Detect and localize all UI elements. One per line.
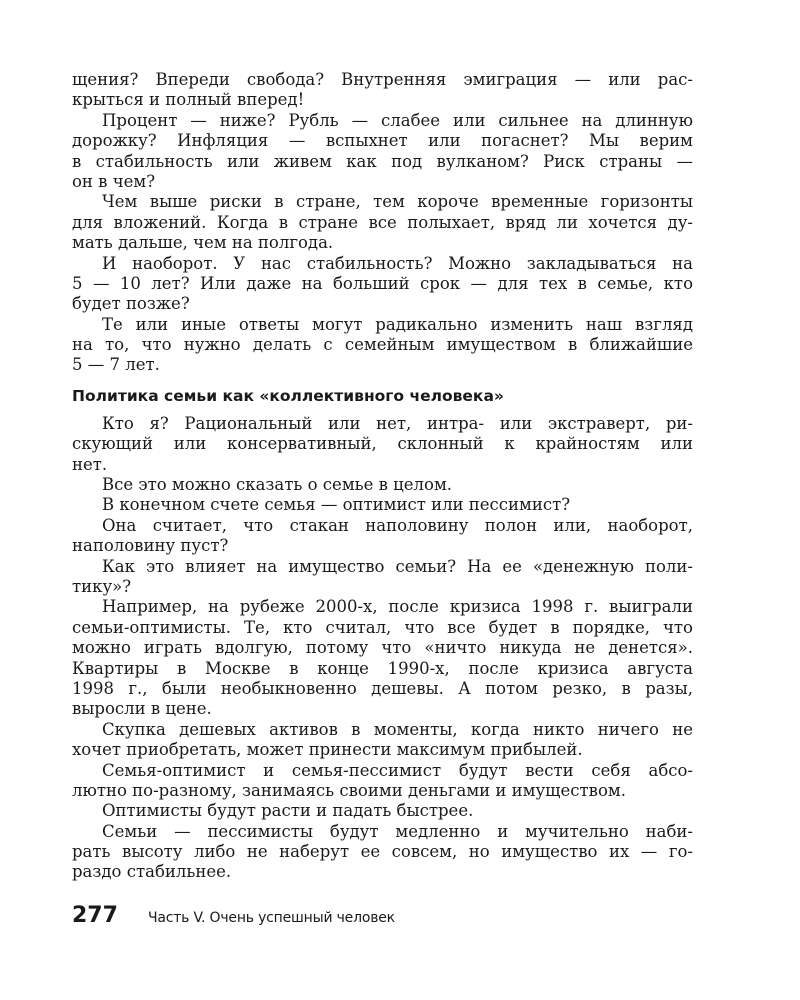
paragraph (72, 801, 693, 821)
text-line: 5 — 10 лет? Или даже на больший срок — для тех в семье, кто (72, 273, 693, 293)
text-line: Чем выше риски в стране, тем короче временные горизонты (102, 192, 693, 212)
text-line: рать высоту либо не наберут ее совсем, но имущество их — го- (72, 842, 693, 862)
text-line: И наоборот. У нас стабильность? Можно закладываться на (102, 253, 693, 273)
paragraph (72, 761, 693, 802)
text-line: семьи-оптимисты. Те, кто считал, что все будет в порядке, что (72, 617, 693, 637)
text-block-after-heading (72, 414, 693, 883)
text-line: он в чем? (72, 171, 156, 191)
text-line: выросли в цене. (72, 699, 212, 719)
paragraph (72, 597, 693, 719)
text-line: Она считает, что стакан наполовину полон или, наоборот, (102, 515, 693, 535)
paragraph (72, 557, 693, 598)
text-line: Оптимисты будут расти и падать быстрее. (102, 801, 474, 821)
text-line: в стабильность или живем как под вулканом? Риск страны — (72, 151, 693, 171)
paragraph (72, 475, 693, 495)
paragraph (72, 414, 693, 475)
paragraph (72, 111, 693, 193)
page-number: 277 (72, 903, 118, 928)
paragraph (72, 495, 693, 515)
text-line: Процент — ниже? Рубль — слабее или сильнее на длинную (102, 110, 693, 130)
text-line: Те или иные ответы могут радикально изменить наш взгляд (102, 314, 693, 334)
paragraph (72, 192, 693, 253)
text-line: 5 — 7 лет. (72, 355, 160, 375)
text-line: лютно по-разному, занимаясь своими деньгами и имуществом. (72, 780, 626, 800)
text-line: Семьи — пессимисты будут медленно и мучительно наби- (102, 821, 693, 841)
text-line: крыться и полный вперед! (72, 90, 305, 110)
text-line: Кто я? Рациональный или нет, интра- или экстраверт, ри- (102, 413, 693, 433)
text-line: раздо стабильнее. (72, 862, 232, 882)
text-line: 1998 г., были необыкновенно дешевы. А потом резко, в разы, (72, 678, 693, 698)
text-line: будет позже? (72, 294, 190, 314)
paragraph (72, 720, 693, 761)
text-line: Скупка дешевых активов в моменты, когда никто ничего не (102, 719, 693, 739)
paragraph (72, 516, 693, 557)
text-line: мать дальше, чем на полгода. (72, 233, 334, 253)
text-line: тику»? (72, 576, 132, 596)
text-line: Как это влияет на имущество семьи? На ее «денежную поли- (102, 556, 693, 576)
paragraph (72, 254, 693, 315)
text-line: Например, на рубеже 2000-х, после кризиса 1998 г. выиграли (102, 597, 693, 617)
paragraph (72, 822, 693, 883)
running-head: Часть V. Очень успешный человек (147, 910, 395, 926)
text-line: В конечном счете семья — оптимист или пессимист? (102, 495, 571, 515)
text-line: для вложений. Когда в стране все полыхает, вряд ли хочется ду- (72, 212, 693, 232)
text-line: хочет приобретать, может принести максимум прибылей. (72, 740, 583, 760)
page-footer (72, 903, 395, 928)
text-line: на то, что нужно делать с семейным имуществом в ближайшие (72, 335, 693, 355)
paragraph (72, 315, 693, 376)
text-block-before-heading (72, 70, 693, 376)
paragraph (72, 70, 693, 111)
text-line: нет. (72, 454, 108, 474)
text-line: Все это можно сказать о семье в целом. (102, 475, 453, 495)
text-line: дорожку? Инфляция — вспыхнет или погаснет? Мы верим (72, 131, 693, 151)
text-line: можно играть вдолгую, потому что «ничто никуда не денется». (72, 638, 693, 658)
section-heading: Политика семьи как «коллективного человека» (72, 386, 504, 405)
text-line: Семья-оптимист и семья-пессимист будут вести себя абсо- (102, 760, 693, 780)
text-line: Квартиры в Москве в конце 1990-х, после кризиса августа (72, 658, 693, 678)
page-body (72, 70, 693, 883)
text-line: скующий или консервативный, склонный к крайностям или (72, 434, 693, 454)
text-line: наполовину пуст? (72, 536, 229, 556)
text-line: щения? Впереди свобода? Внутренняя эмиграция — или рас- (72, 70, 693, 89)
